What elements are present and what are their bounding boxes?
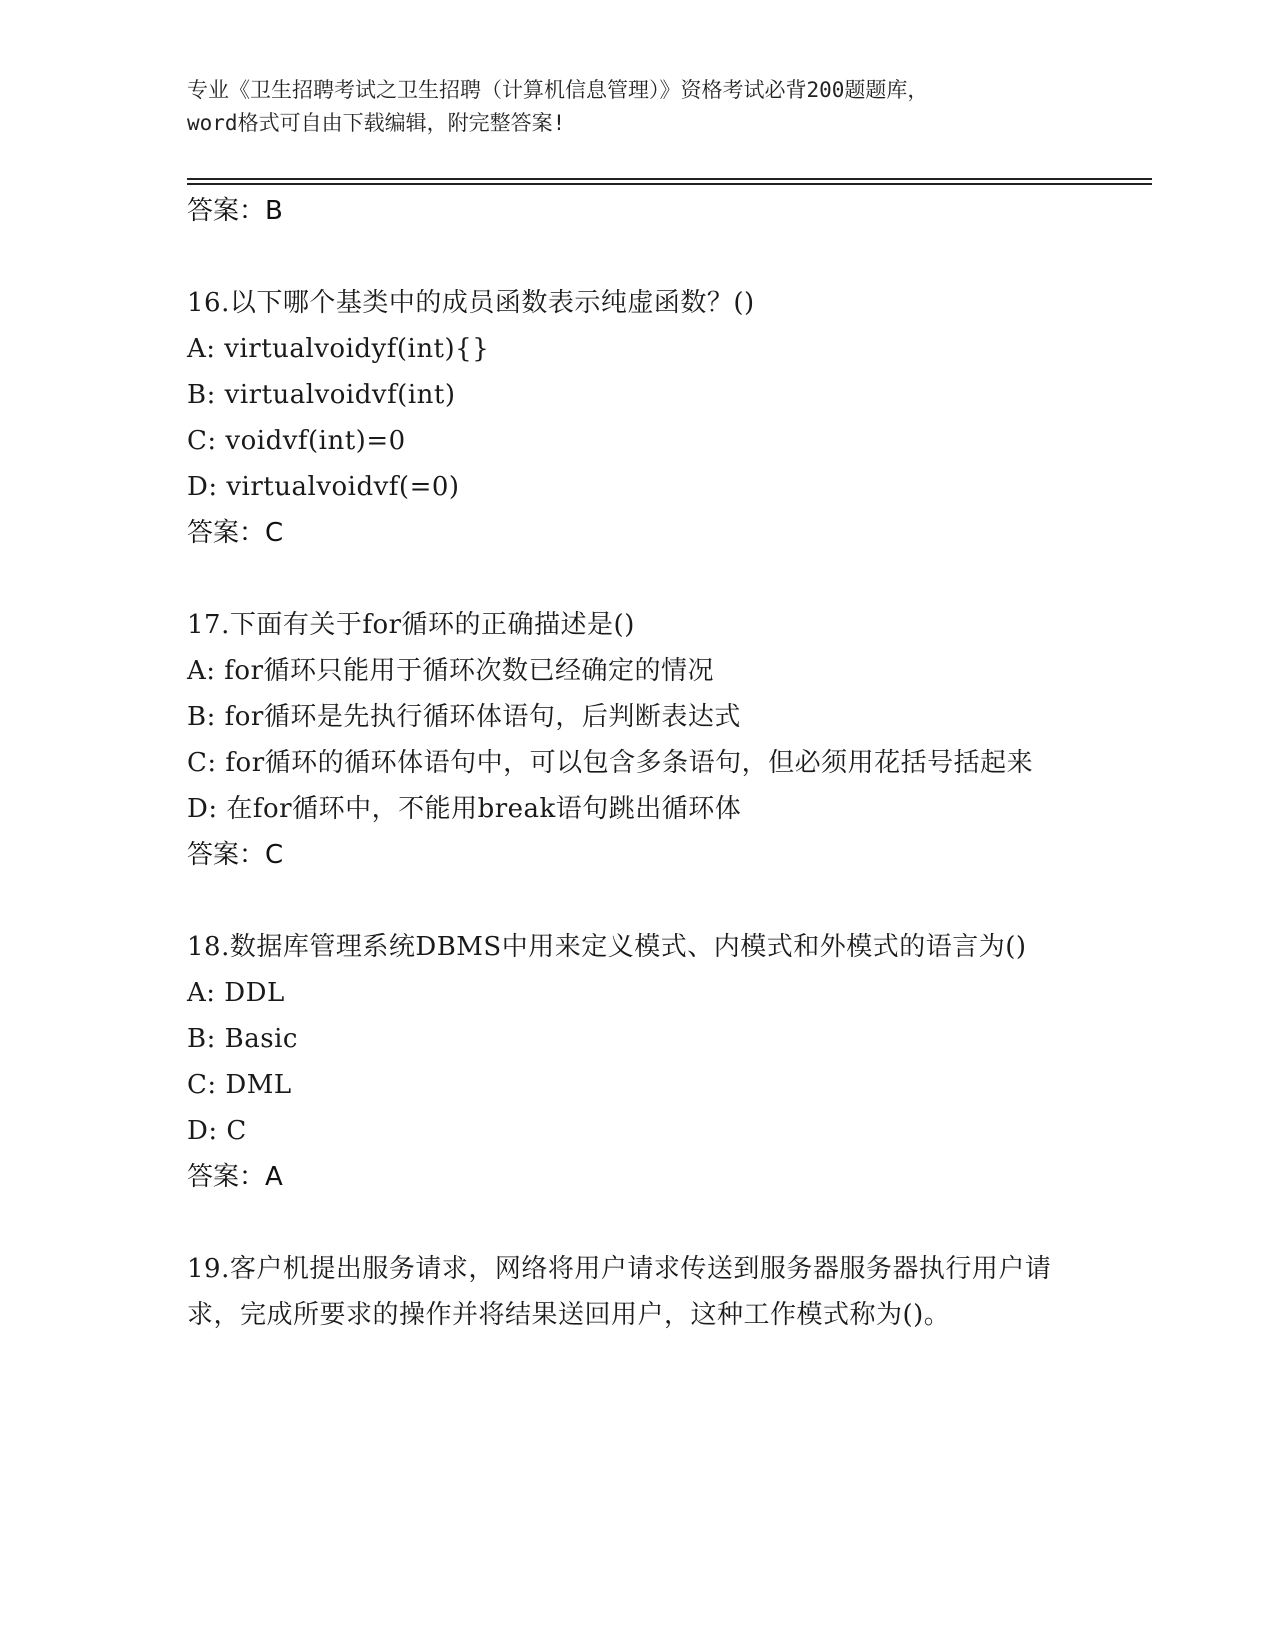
option-c: C: for循环的循环体语句中，可以包含多条语句，但必须用花括号括起来 bbox=[187, 748, 1034, 778]
header-line-1: 专业《卫生招聘考试之卫生招聘（计算机信息管理）》资格考试必背200题题库， bbox=[187, 78, 929, 102]
option-d: D: 在for循环中，不能用break语句跳出循环体 bbox=[187, 794, 742, 824]
header-divider-bottom bbox=[187, 183, 1152, 185]
question-text: 19.客户机提出服务请求，网络将用户请求传送到服务器服务器执行用户请求，完成所要求的操作并将结果送回用户，这种工作模式称为()。 bbox=[187, 1254, 1052, 1330]
option-d: D: C bbox=[187, 1116, 247, 1146]
option-c: C: voidvf(int)=0 bbox=[187, 426, 406, 456]
option-b: B: Basic bbox=[187, 1024, 298, 1054]
header-line-2: word格式可自由下载编辑，附完整答案! bbox=[187, 111, 566, 135]
option-a: A: for循环只能用于循环次数已经确定的情况 bbox=[187, 656, 715, 686]
document-body bbox=[187, 188, 1067, 1338]
question-block-17 bbox=[187, 602, 1067, 878]
option-b: B: for循环是先执行循环体语句，后判断表达式 bbox=[187, 702, 741, 732]
question-block-19 bbox=[187, 1246, 1067, 1338]
question-text: 16.以下哪个基类中的成员函数表示纯虚函数？() bbox=[187, 288, 755, 318]
answer-line: 答案：B bbox=[187, 196, 283, 226]
question-text: 17.下面有关于for循环的正确描述是() bbox=[187, 610, 635, 640]
option-a: A: DDL bbox=[187, 978, 285, 1008]
document-header bbox=[187, 74, 1067, 140]
answer-line: 答案：C bbox=[187, 518, 284, 548]
option-b: B: virtualvoidvf(int) bbox=[187, 380, 456, 410]
header-divider-top bbox=[187, 178, 1152, 180]
option-c: C: DML bbox=[187, 1070, 292, 1100]
question-block-18 bbox=[187, 924, 1067, 1200]
answer-line: 答案：C bbox=[187, 840, 284, 870]
answer-line: 答案：A bbox=[187, 1162, 283, 1192]
question-block-16 bbox=[187, 280, 1067, 556]
option-d: D: virtualvoidvf(=0) bbox=[187, 472, 460, 502]
question-text: 18.数据库管理系统DBMS中用来定义模式、内模式和外模式的语言为() bbox=[187, 932, 1027, 962]
option-a: A: virtualvoidyf(int){} bbox=[187, 334, 490, 364]
